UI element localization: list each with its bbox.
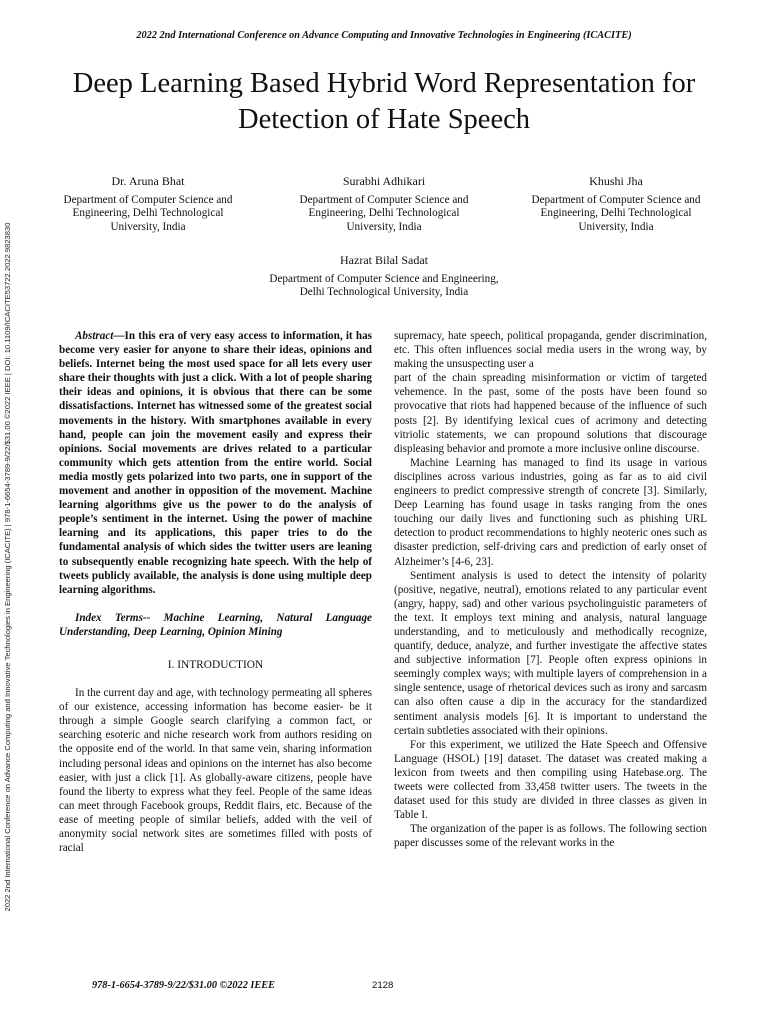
author-name: Hazrat Bilal Sadat [340, 253, 428, 267]
author-affiliation: Department of Computer Science and Engineering, Delhi Technological University, India [63, 193, 233, 233]
author-affiliation-line: Department of Computer Science and Engineering, [269, 272, 499, 285]
abstract-text: —In this era of very easy access to information, it has become very easier for anyone to share their ideas, opinions and beliefs. Internet being the most used space for all lets every user share their thoughts with just a click. With a lot of people sharing their ideas and opinions, it is obvious that there can be some dissatisfactions. Internet has witnessed some of the greatest social movements in the history. With smartphones available in every hand, people can join the movement easily and express their opinions. Social movements are drives related to a particular community which gets attention from the entire world. Social media mostly gets polarized into two parts, one in support of the movement and another in opposition of the movement. Machine learning algorithms give us the power to do the analysis of people’s sentiment in the internet. Using the power of machine learning and its applications, this paper tries to do the fundamental analysis of which sides the twitter users are leaning to subsequently enable recognizing hate speech. With the help of tweets publicly available, the analysis is done using multiple deep learning algorithms. [59, 330, 372, 596]
abstract-lead: Abstract [75, 330, 114, 342]
body-paragraph: part of the chain spreading misinformation or victim of targeted vehemence. In the past, some of the posts have been found so provocative that riots had happened because of the influence of such posts [2]. By identifying lexical cues of acrimony and detecting vitriolic statements, we can propound solutions that discourage displeasing behavior and promote a more inclusive online discourse. [394, 372, 707, 455]
body-paragraph: In the current day and age, with technology permeating all spheres of our existence, accessing information has become easier- be it through a simple Google search clarifying a common fact, or searching esoteric and niche research work from authors residing on the opposite end of the world. In that same vein, sharing information including personal ideas and opinions on the internet has also become easier, with just a click [1]. As globally-aware citizens, people have found the liberty to express what they feel. People of the same ideas can meet through Facebook groups, Reddit flairs, etc. Because of the ease of meeting people of similar beliefs, added with the veil of anonymity social network sites are sometimes filled with posts of racial [59, 687, 372, 855]
author-name: Surabhi Adhikari [342, 174, 426, 188]
body-paragraph: Sentiment analysis is used to detect the intensity of polarity (positive, negative, neutral), emotions related to any particular event (angry, happy, sad) and other various psycholinguistic parameters of the text. It employs text mining and analysis, natural language understanding, and to meticulously and methodically recognize, quantify, deduce, analyze, and further investigate the affective states and subjective information [7]. People often express opinions in seemingly complex ways; with multiple layers of comprehension in a single sentence, usage of rhetorical devices such as irony and sarcasm can also often cause a dip in the accuracy for the standardized sentiment analysis models [6]. It is important to understand the certain subtleties associated with their opinions. [394, 569, 707, 737]
author-affiliation: Department of Computer Science and Engineering, Delhi Technological University, India [531, 193, 701, 233]
author-name: Khushi Jha [589, 174, 643, 188]
doi-side-strip: 2022 2nd International Conference on Advance Computing and Innovative Technologies in Engineering (ICACITE) | 978-1-6654-3789-9/22/$31.00 ©2022 IEEE | DOI: 10.1109/ICACITE53722.2022.9823830 [3, 222, 12, 912]
author-3 [526, 175, 706, 234]
body-paragraph: supremacy, hate speech, political propaganda, gender discrimination, etc. This often influences social media users in the wrong way, by making the unsuspecting user a [394, 330, 707, 371]
body-paragraph: The organization of the paper is as follows. The following section paper discusses some of the relevant works in the [394, 823, 707, 850]
index-terms: Index Terms-- Machine Learning, Natural Language Understanding, Deep Learning, Opinion Mining [59, 611, 372, 638]
author-affiliation: Department of Computer Science and Engineering, Delhi Technological University, India [299, 193, 469, 233]
page-number: 2128 [372, 980, 394, 991]
author-4 [234, 254, 534, 300]
footer-isbn: 978-1-6654-3789-9/22/$31.00 ©2022 IEEE [92, 980, 276, 991]
abstract [59, 329, 372, 597]
right-column [394, 329, 707, 850]
author-name: Dr. Aruna Bhat [111, 174, 185, 188]
left-column [59, 329, 372, 855]
author-affiliation-line: Delhi Technological University, India [299, 286, 469, 298]
author-1 [58, 175, 238, 234]
body-paragraph: Machine Learning has managed to find its usage in various disciplines across various industries, going as far as to aid civil engineers to predict compressive strength of concrete [3]. Similarly, Deep Learning has found usage in tasks ranging from the ones touching our daily lives and functioning such as phishing URL detection to product recommendations to highly neoteric ones such as disaster prediction, self-driving cars and prediction of early onset of Alzheimer’s [4-6, 23]. [394, 456, 707, 568]
conference-header: 2022 2nd International Conference on Advance Computing and Innovative Technologies in Engineering (ICACITE) [136, 30, 632, 41]
author-2 [294, 175, 474, 234]
paper-title: Deep Learning Based Hybrid Word Representation for Detection of Hate Speech [72, 68, 696, 135]
section-heading: I. INTRODUCTION [167, 658, 264, 671]
body-paragraph: For this experiment, we utilized the Hate Speech and Offensive Language (HSOL) [19] dataset. The dataset was created making a lexicon from tweets and then compiling using Hatebase.org. The tweets were collected from 33,458 twitter users. The tweets in the dataset used for this study are divided in three classes as given in Table I. [394, 738, 707, 822]
